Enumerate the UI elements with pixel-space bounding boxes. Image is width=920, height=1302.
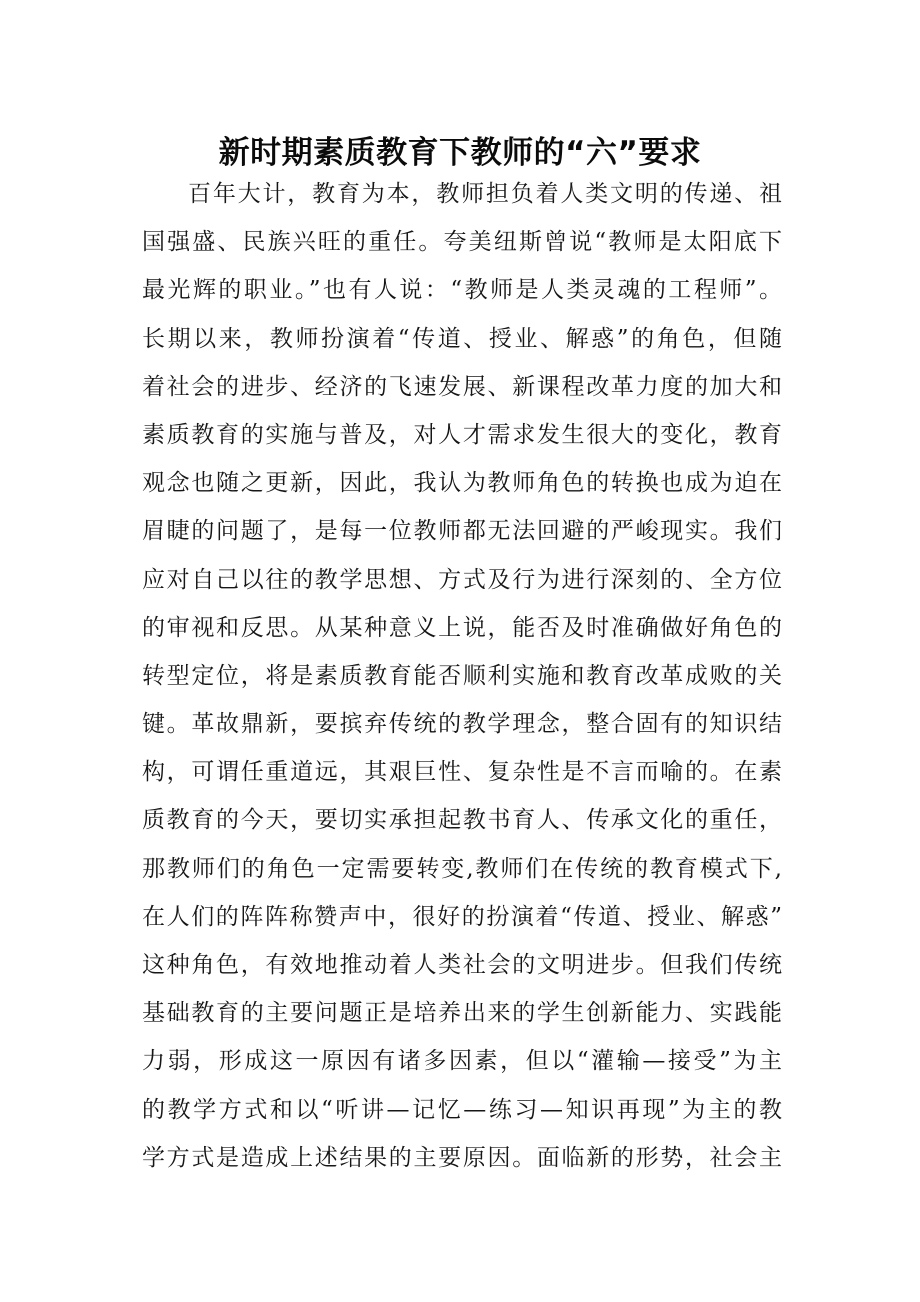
body-line: 的审视和反思。从某种意义上说，能否及时准确做好角色的 <box>142 614 782 641</box>
document-title: 新时期素质教育下教师的“六”要求 <box>218 134 702 171</box>
body-line: 那教师们的角色一定需要转变,教师们在传统的教育模式下, <box>142 855 782 882</box>
body-line: 质教育的今天，要切实承担起教书育人、传承文化的重任， <box>142 807 782 834</box>
body-line: 构，可谓任重道远，其艰巨性、复杂性是不言而喻的。在素 <box>142 759 782 786</box>
document-body <box>142 170 782 1182</box>
body-line: 素质教育的实施与普及，对人才需求发生很大的变化，教育 <box>142 421 782 448</box>
body-line: 观念也随之更新，因此，我认为教师角色的转换也成为迫在 <box>142 470 782 497</box>
body-line: 在人们的阵阵称赞声中，很好的扮演着“传道、授业、解惑” <box>142 903 782 930</box>
body-line: 着社会的进步、经济的飞速发展、新课程改革力度的加大和 <box>142 373 782 400</box>
body-line: 力弱，形成这一原因有诸多因素，但以“灌输—接受”为主 <box>142 1048 782 1075</box>
body-line: 这种角色，有效地推动着人类社会的文明进步。但我们传统 <box>142 952 782 978</box>
body-line: 长期以来，教师扮演着“传道、授业、解惑”的角色，但随 <box>142 325 782 352</box>
body-line: 转型定位，将是素质教育能否顺利实施和教育改革成败的关 <box>142 662 782 689</box>
body-line: 应对自己以往的教学思想、方式及行为进行深刻的、全方位 <box>142 566 782 593</box>
body-line: 最光辉的职业。”也有人说：“教师是人类灵魂的工程师”。 <box>142 277 782 304</box>
body-line: 的教学方式和以“听讲—记忆—练习—知识再现”为主的教 <box>142 1096 782 1123</box>
body-line: 键。革故鼎新，要摈弃传统的教学理念，整合固有的知识结 <box>142 711 782 738</box>
body-line: 百年大计，教育为本，教师担负着人类文明的传递、祖 <box>188 181 782 207</box>
body-line: 国强盛、民族兴旺的重任。夸美纽斯曾说“教师是太阳底下 <box>142 229 782 256</box>
body-line: 眉睫的问题了，是每一位教师都无法回避的严峻现实。我们 <box>142 518 782 545</box>
body-line: 基础教育的主要问题正是培养出来的学生创新能力、实践能 <box>142 1000 782 1027</box>
body-line: 学方式是造成上述结果的主要原因。面临新的形势，社会主 <box>142 1144 782 1171</box>
